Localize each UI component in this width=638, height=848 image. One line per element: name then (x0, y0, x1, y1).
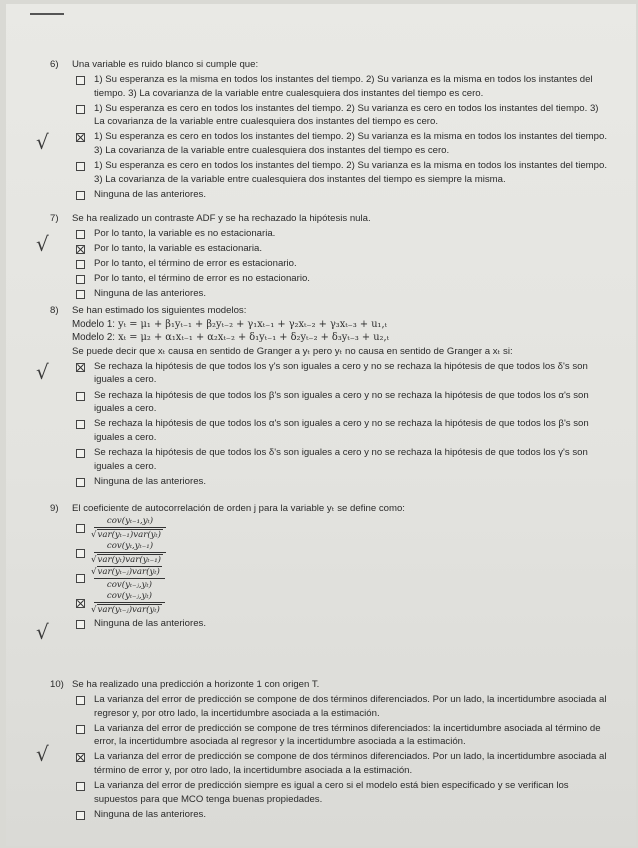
option-7d[interactable]: Por lo tanto, el término de error es no estacionario. (76, 272, 610, 286)
option-10a[interactable]: La varianza del error de predicción se compone de dos términos diferenciados. Por un lado, la incertidumbre asociada al regresor y, por otro lado, la incertidumbre asociada a la estimación. (76, 693, 610, 720)
option-8d[interactable]: Se rechaza la hipótesis de que todos los δ's son iguales a cero y no se rechaza la hipótesis de que todos los γ's son iguales a cero. (76, 446, 610, 473)
option-8e[interactable]: Ninguna de las anteriores. (76, 475, 610, 489)
option-7b[interactable]: Por lo tanto, la variable es estacionaria. (76, 242, 610, 256)
checkbox[interactable] (76, 449, 85, 458)
checkbox[interactable] (76, 191, 85, 200)
pen-mark (30, 13, 64, 15)
check-mark-icon: √ (36, 232, 49, 256)
question-number: 8) (50, 305, 59, 316)
question-number: 9) (50, 503, 59, 514)
question-6 (50, 58, 610, 201)
option-8c[interactable]: Se rechaza la hipótesis de que todos los α's son iguales a cero y no se rechaza la hipótesis de que todos los β's son iguales a cero. (76, 417, 610, 444)
option-8a[interactable]: Se rechaza la hipótesis de que todos los γ's son iguales a cero y no se rechaza la hipótesis de que todos los δ's son iguales a cero. (76, 360, 610, 387)
check-mark-icon: √ (36, 360, 49, 384)
formula: cov(yₜ₋₁,yₜ) √ var(yₜ₋₁)var(yₜ) (94, 516, 166, 541)
check-mark-icon: √ (36, 130, 49, 154)
question-text: Se han estimado los siguientes modelos: (72, 305, 247, 316)
option-10d[interactable]: La varianza del error de predicción siempre es igual a cero si el modelo está bien especificado y se verifican los supuestos para que MCO tenga buenas propiedades. (76, 779, 610, 806)
formula: √ $\frac{\text{var(yₜ₋ⱼ)var(yₜ)}}{\text{cov(yₜ₋ⱼ,yₜ)}}$ (94, 566, 165, 591)
checkbox-checked[interactable] (76, 599, 85, 608)
checkbox-checked[interactable] (76, 245, 85, 254)
option-6d[interactable]: 1) Su esperanza es cero en todos los instantes del tiempo. 2) Su varianza es la misma en todos los instantes del tiempo. 3) La covarianza de la variable entre cualesquiera dos instantes del tiempo es siempre la misma. (76, 159, 610, 186)
checkbox[interactable] (76, 420, 85, 429)
question-number: 7) (50, 213, 59, 224)
exam-sheet (6, 4, 636, 846)
option-6a[interactable]: 1) Su esperanza es la misma en todos los instantes del tiempo. 2) Su varianza es la misma en todos los instantes del tiempo. 3) La covarianza de la variable entre cualesquiera dos instantes del tiempo es cero. (76, 73, 610, 100)
option-8b[interactable]: Se rechaza la hipótesis de que todos los β's son iguales a cero y no se rechaza la hipótesis de que todos los α's son iguales a cero. (76, 389, 610, 416)
model-2: Modelo 2: xₜ = μ₂ + α₁xₜ₋₁ + α₂xₜ₋₂ + δ₁yₜ₋₁ + δ₂yₜ₋₂ + δ₃yₜ₋₃ + u₂,ₜ (72, 332, 390, 344)
checkbox[interactable] (76, 725, 85, 734)
check-mark-icon: √ (36, 742, 49, 766)
option-7c[interactable]: Por lo tanto, el término de error es estacionario. (76, 257, 610, 271)
question-8 (50, 304, 610, 488)
checkbox[interactable] (76, 260, 85, 269)
checkbox[interactable] (76, 549, 85, 558)
option-6e[interactable]: Ninguna de las anteriores. (76, 188, 610, 202)
option-10e[interactable]: Ninguna de las anteriores. (76, 808, 610, 822)
check-mark-icon: √ (36, 620, 49, 644)
option-7e[interactable]: Ninguna de las anteriores. (76, 287, 610, 301)
checkbox[interactable] (76, 524, 85, 533)
checkbox[interactable] (76, 290, 85, 299)
checkbox[interactable] (76, 275, 85, 284)
checkbox-checked[interactable] (76, 363, 85, 372)
checkbox-checked[interactable] (76, 133, 85, 142)
checkbox[interactable] (76, 811, 85, 820)
option-6c[interactable]: 1) Su esperanza es cero en todos los instantes del tiempo. 2) Su varianza es la misma en todos los instantes del tiempo. 3) La covarianza de la variable entre cualesquiera dos instantes del tiempo es cero. (76, 130, 610, 157)
option-9d[interactable] (76, 591, 610, 616)
formula: cov(yₜ,yₜ₋₁) √ var(yₜ)var(yₜ₋₁) (94, 541, 166, 566)
checkbox-checked[interactable] (76, 753, 85, 762)
option-9b[interactable] (76, 541, 610, 566)
checkbox[interactable] (76, 574, 85, 583)
option-10c[interactable]: La varianza del error de predicción se compone de dos términos diferenciados. Por un lado, la incertidumbre asociada al término de error y, por otro lado, la incertidumbre asociada a la estimación. (76, 750, 610, 777)
question-7 (50, 212, 610, 301)
question-text: Se ha realizado una predicción a horizonte 1 con origen T. (72, 679, 320, 690)
question-intro: Se puede decir que xₜ causa en sentido de Granger a yₜ pero yₜ no causa en sentido de Granger a xₜ si: (72, 345, 513, 357)
checkbox[interactable] (76, 105, 85, 114)
model-1: Modelo 1: yₜ = μ₁ + β₁yₜ₋₁ + β₂yₜ₋₂ + γ₁xₜ₋₁ + γ₂xₜ₋₂ + γ₃xₜ₋₃ + u₁,ₜ (72, 318, 387, 330)
option-9a[interactable] (76, 516, 610, 541)
checkbox[interactable] (76, 696, 85, 705)
checkbox[interactable] (76, 620, 85, 629)
option-6b[interactable]: 1) Su esperanza es cero en todos los instantes del tiempo. 2) Su varianza es cero en todos los instantes del tiempo. 3) La covarianza de la variable entre cualesquiera dos instantes del tiempo es cero. (76, 102, 610, 129)
checkbox[interactable] (76, 230, 85, 239)
checkbox[interactable] (76, 162, 85, 171)
question-text: El coeficiente de autocorrelación de orden j para la variable yₜ se define como: (72, 503, 405, 514)
option-9e[interactable]: Ninguna de las anteriores. (76, 617, 610, 631)
question-10 (50, 678, 610, 821)
question-number: 10) (50, 679, 64, 690)
checkbox[interactable] (76, 392, 85, 401)
checkbox[interactable] (76, 76, 85, 85)
formula: cov(yₜ₋ⱼ,yₜ) √ var(yₜ₋ⱼ)var(yₜ) (94, 591, 165, 616)
question-number: 6) (50, 59, 59, 70)
question-text: Una variable es ruido blanco si cumple que: (72, 59, 259, 70)
option-7a[interactable]: Por lo tanto, la variable es no estacionaria. (76, 227, 610, 241)
option-10b[interactable]: La varianza del error de predicción se compone de tres términos diferenciados: la incertidumbre asociada al término de error, la incertidumbre asociada al regresor y la incertidumbre asociada a la estimación. (76, 722, 610, 749)
checkbox[interactable] (76, 782, 85, 791)
option-9c[interactable] (76, 566, 610, 591)
checkbox[interactable] (76, 478, 85, 487)
question-text: Se ha realizado un contraste ADF y se ha rechazado la hipótesis nula. (72, 213, 371, 224)
question-9 (50, 502, 610, 631)
